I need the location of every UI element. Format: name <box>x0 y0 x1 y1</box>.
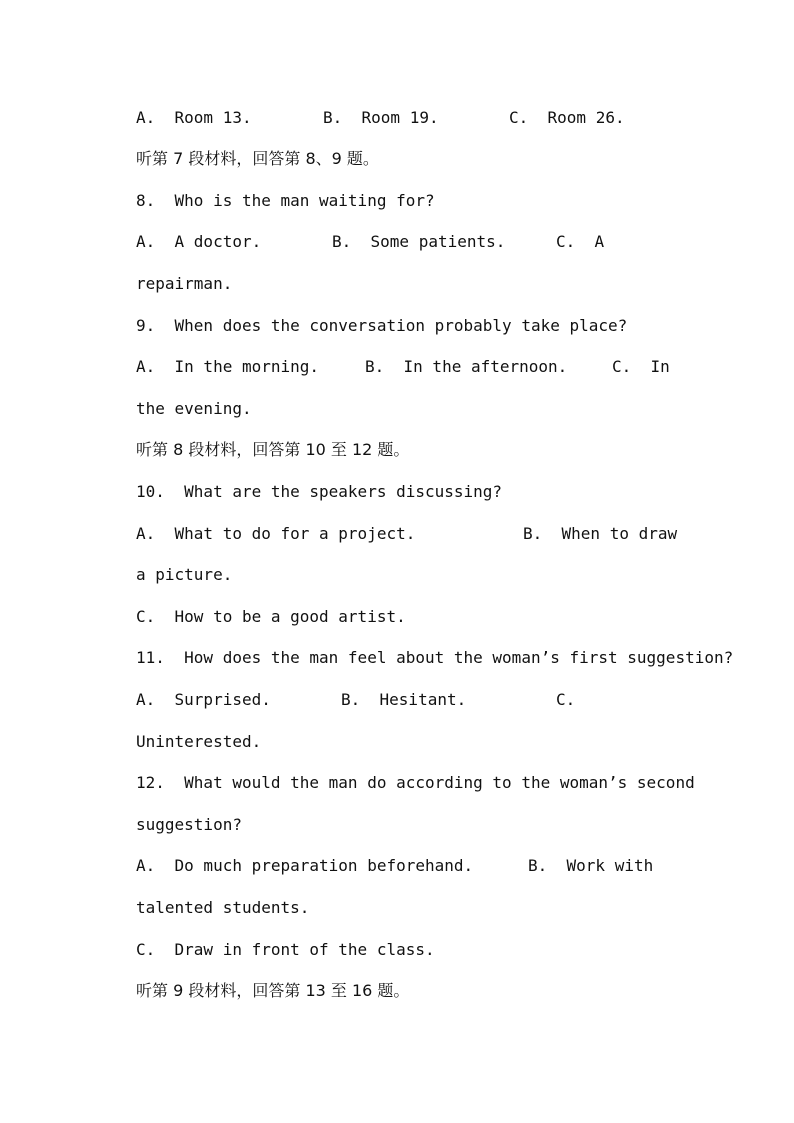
q11-option-c-continued: Uninterested. <box>136 732 262 751</box>
q8-option-b: B. Some patients. <box>332 232 506 251</box>
q12-option-c: C. Draw in front of the class. <box>136 940 435 959</box>
q12-option-a: A. Do much preparation beforehand. <box>136 856 474 875</box>
q7-option-b: B. Room 19. <box>323 108 439 127</box>
question-10: 10. What are the speakers discussing? <box>136 482 503 501</box>
q8-option-c: C. A <box>556 232 605 251</box>
section-8-heading: 听第 8 段材料，回答第 10 至 12 题。 <box>136 440 410 459</box>
q11-option-a: A. Surprised. <box>136 690 271 709</box>
q9-option-c-continued: the evening. <box>136 399 252 418</box>
question-9: 9. When does the conversation probably take place? <box>136 316 628 335</box>
q12-option-b: B. Work with <box>528 856 654 875</box>
q10-option-b-continued: a picture. <box>136 565 233 584</box>
q8-option-c-continued: repairman. <box>136 274 233 293</box>
q7-option-c: C. Room 26. <box>509 108 625 127</box>
q9-option-b: B. In the afternoon. <box>365 357 568 376</box>
q10-option-a: A. What to do for a project. <box>136 524 416 543</box>
q11-option-c: C. <box>556 690 576 709</box>
section-9-heading: 听第 9 段材料，回答第 13 至 16 题。 <box>136 981 410 1000</box>
q7-option-a: A. Room 13. <box>136 108 252 127</box>
question-8: 8. Who is the man waiting for? <box>136 191 435 210</box>
q10-option-b: B. When to draw <box>523 524 678 543</box>
q10-option-c: C. How to be a good artist. <box>136 607 406 626</box>
section-7-heading: 听第 7 段材料，回答第 8、9 题。 <box>136 149 379 168</box>
question-12-continued: suggestion? <box>136 815 242 834</box>
q11-option-b: B. Hesitant. <box>341 690 467 709</box>
q9-option-a: A. In the morning. <box>136 357 320 376</box>
question-11: 11. How does the man feel about the woman’s first suggestion? <box>136 648 734 667</box>
q12-option-b-continued: talented students. <box>136 898 310 917</box>
q8-option-a: A. A doctor. <box>136 232 262 251</box>
q9-option-c: C. In <box>612 357 670 376</box>
question-12: 12. What would the man do according to the woman’s second <box>136 773 695 792</box>
